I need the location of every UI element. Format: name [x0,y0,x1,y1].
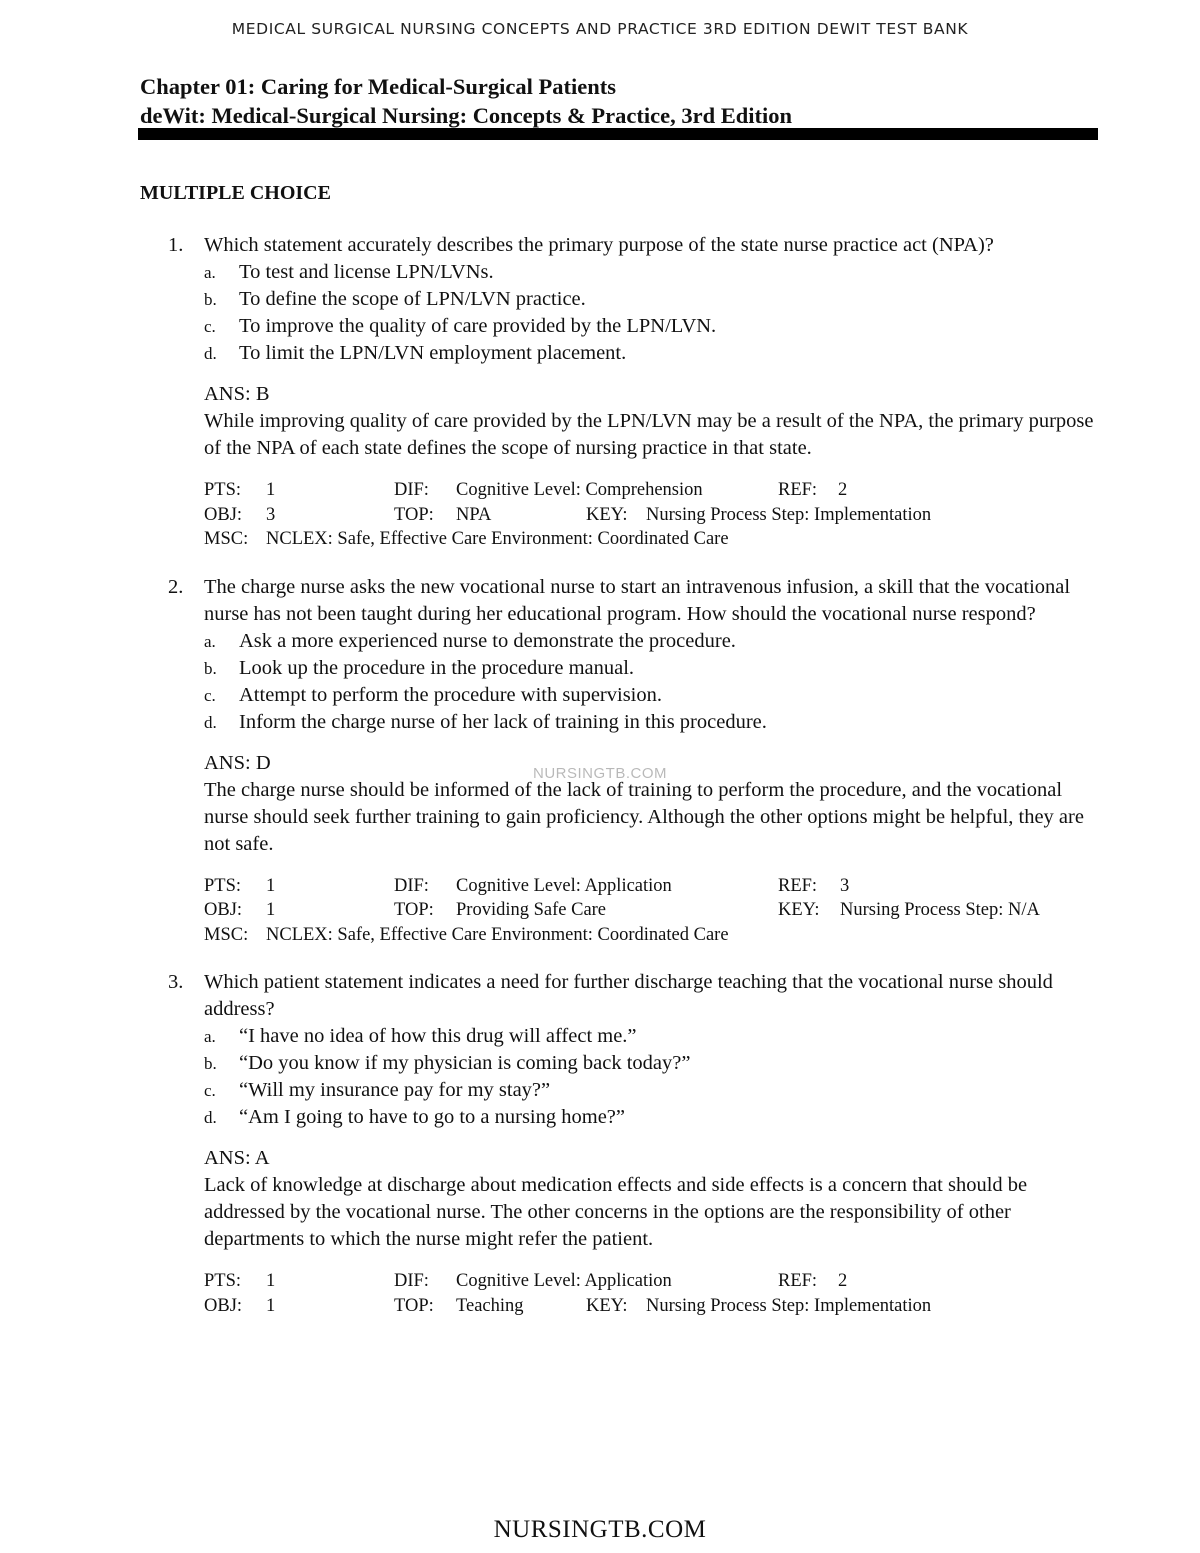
option-letter: c. [204,685,216,705]
top-label: TOP: [394,1295,434,1316]
option-text: Inform the charge nurse of her lack of training in this procedure. [239,710,767,733]
pts-label: PTS: [204,1271,242,1291]
ref-label: REF: [778,875,818,896]
pts-value: 1 [266,480,276,500]
option-text: “Will my insurance pay for my stay?” [239,1079,551,1101]
book-subtitle: deWit: Medical-Surgical Nursing: Concepts & Practice, 3rd Edition [140,103,793,128]
question-metadata [204,1269,1100,1318]
answer-key: ANS: D [204,751,271,774]
dif-value: Cognitive Level: Comprehension [456,480,703,500]
question-spacer [140,947,1100,969]
option-text: To test and license LPN/LVNs. [239,261,494,283]
dif-label: DIF: [394,480,429,500]
answer-options [204,259,1100,367]
option-c [204,313,1100,340]
msc-value: NCLEX: Safe, Effective Care Environment: Coordinated Care [266,529,729,549]
option-letter: b. [204,290,217,309]
option-letter: d. [204,712,217,732]
meta-row [204,478,1100,503]
msc-value: NCLEX: Safe, Effective Care Environment: Coordinated Care [266,924,729,945]
top-label: TOP: [394,900,434,920]
option-a [204,1023,1100,1050]
rationale: Lack of knowledge at discharge about medication effects and side effects is a concern that should be addressed by the vocational nurse. The other concerns in the options are the responsibility of other departments to which the nurse might refer the patient. [204,1174,1028,1250]
option-letter: d. [204,344,217,363]
option-c [204,1077,1100,1104]
obj-label: OBJ: [204,1295,243,1316]
option-letter: b. [204,1054,217,1073]
msc-label: MSC: [204,529,249,549]
dif-label: DIF: [394,875,429,896]
option-letter: c. [204,1081,216,1100]
meta-row [204,1294,1100,1319]
question-number: 2. [168,575,184,598]
obj-label: OBJ: [204,504,243,525]
option-text: To limit the LPN/LVN employment placement. [239,342,627,364]
section-title: MULTIPLE CHOICE [140,182,331,204]
answer-key: ANS: A [204,1147,270,1169]
meta-row [204,898,1100,923]
question-stem: Which patient statement indicates a need for further discharge teaching that the vocational nurse should address? [204,971,1053,1020]
top-value: Teaching [456,1295,524,1316]
ref-label: REF: [778,480,818,500]
footer-site: NURSINGTB.COM [493,1516,707,1543]
dif-label: DIF: [394,1271,429,1291]
meta-row [204,923,1100,948]
obj-value: 1 [266,1295,276,1316]
option-letter: a. [204,1027,216,1046]
dif-value: Cognitive Level: Application [456,875,672,896]
option-text: Attempt to perform the procedure with supervision. [239,683,662,706]
question-1 [140,232,1100,552]
meta-row [204,874,1100,899]
pts-label: PTS: [204,480,242,500]
question-stem: Which statement accurately describes the primary purpose of the state nurse practice act (NPA)? [204,234,994,256]
option-text: To define the scope of LPN/LVN practice. [239,288,586,310]
option-b [204,1050,1100,1077]
option-d [204,709,1100,736]
option-letter: a. [204,631,216,651]
top-value: Providing Safe Care [456,900,607,920]
top-label: TOP: [394,504,434,525]
chapter-title: Chapter 01: Caring for Medical-Surgical Patients [140,74,616,99]
answer-options [204,1023,1100,1131]
question-spacer [140,552,1100,574]
pts-value: 1 [266,1271,276,1291]
key-label: KEY: [586,504,628,525]
meta-row [204,1269,1100,1294]
option-d [204,1104,1100,1131]
msc-label: MSC: [204,924,249,945]
pts-value: 1 [266,875,276,896]
top-value: NPA [456,504,492,525]
obj-value: 1 [266,900,276,920]
question-stem: The charge nurse asks the new vocational nurse to start an intravenous infusion, a skill that the vocational nurse has not been taught during her educational program. How should the vocational nurse respond? [204,575,1071,625]
key-label: KEY: [586,1295,628,1316]
running-header: MEDICAL SURGICAL NURSING CONCEPTS AND PRACTICE 3RD EDITION DEWIT TEST BANK [231,20,969,38]
key-value: Nursing Process Step: Implementation [646,1295,932,1316]
question-number: 1. [168,234,184,256]
key-label: KEY: [778,900,820,920]
answer-key: ANS: B [204,383,270,405]
meta-row [204,503,1100,528]
obj-value: 3 [266,504,276,525]
option-a [204,259,1100,286]
option-b [204,655,1100,682]
key-value: Nursing Process Step: Implementation [646,504,932,525]
option-text: “Am I going to have to go to a nursing home?” [239,1106,625,1128]
option-text: Ask a more experienced nurse to demonstrate the procedure. [239,629,736,652]
option-text: “I have no idea of how this drug will affect me.” [239,1025,637,1047]
option-text: “Do you know if my physician is coming back today?” [239,1052,691,1074]
answer-options [204,628,1100,736]
ref-value: 2 [838,480,848,500]
question-2 [140,574,1100,948]
question-metadata [204,478,1100,552]
meta-row [204,527,1100,552]
question-number: 3. [168,971,184,993]
title-rule [138,128,1098,140]
pts-label: PTS: [204,875,242,896]
ref-value: 3 [840,875,850,896]
rationale: While improving quality of care provided by the LPN/LVN may be a result of the NPA, the primary purpose of the NPA of each state defines the scope of nursing practice in that state. [204,410,1094,459]
ref-label: REF: [778,1271,818,1291]
chapter-title-block [140,72,1100,130]
option-d [204,340,1100,367]
option-letter: c. [204,317,216,336]
option-letter: d. [204,1108,217,1127]
option-text: Look up the procedure in the procedure manual. [239,656,635,679]
question-3 [140,969,1100,1318]
watermark: NURSINGTB.COM [533,765,667,782]
option-c [204,682,1100,709]
option-b [204,286,1100,313]
ref-value: 2 [838,1271,848,1291]
option-letter: a. [204,263,216,282]
option-text: To improve the quality of care provided by the LPN/LVN. [239,315,717,337]
obj-label: OBJ: [204,900,243,920]
key-value: Nursing Process Step: N/A [840,900,1040,920]
question-metadata [204,874,1100,948]
rationale: The charge nurse should be informed of the lack of training to perform the procedure, and the vocational nurse should seek further training to gain proficiency. Although the other options might be helpful, they are not safe. [204,778,1084,855]
option-letter: b. [204,658,217,678]
option-a [204,628,1100,655]
dif-value: Cognitive Level: Application [456,1271,672,1291]
